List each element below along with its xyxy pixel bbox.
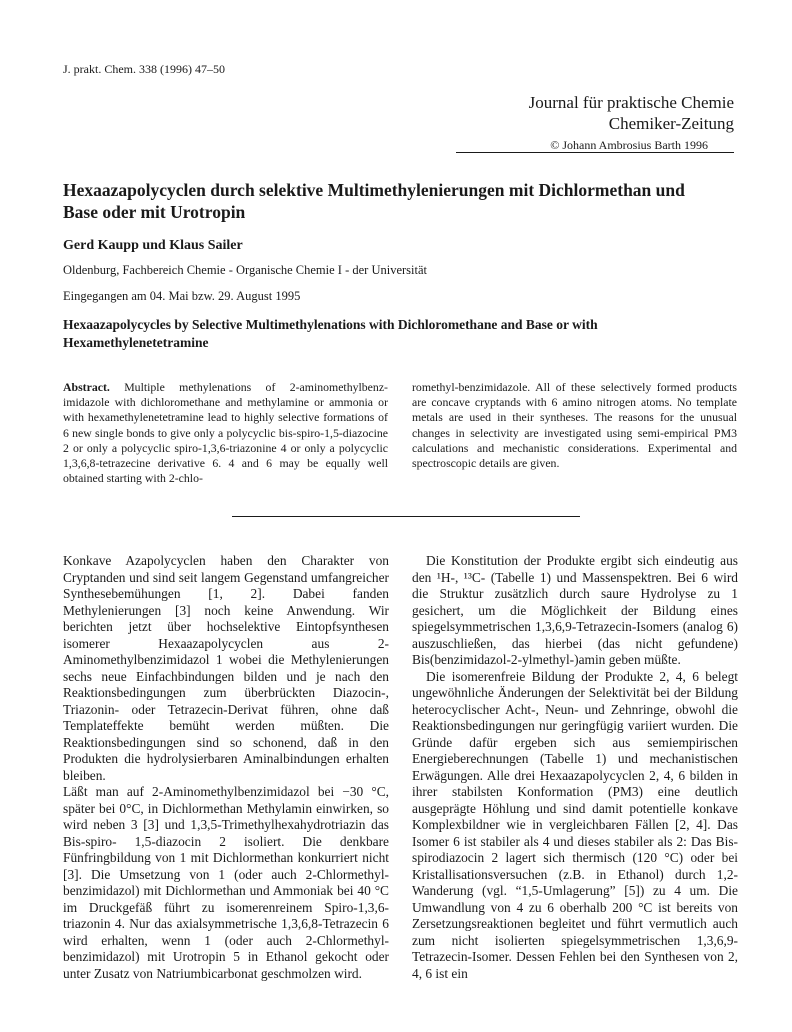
received-date: Eingegangen am 04. Mai bzw. 29. August 1995 bbox=[63, 289, 301, 303]
body-paragraph: Läßt man auf 2-Aminomethylbenzimidazol bei −30 °C, später bei 0°C, in Dichlormethan Methylamin einwirken, so wird neben 3 [3] und 1,3,5-Trimethylhexahydrotriazin das Bis-spiro- 1,5-diazocin 2 isoliert. Die denkbare Fünfringbildung von 1 mit Dichlormethan konkurriert nicht [3]. Die Umsetzung von 1 (oder auch 2-Chlormethyl-benzimidazol) mit Dichlormethan und Ammoniak bei 40 °C im Druckgefäß führt zu isomerenreinem Spiro-1,3,6-triazonin 4. Nur das axialsymmetrische 1,3,6,8-Tetrazecin 6 wird erhalten, wenn 1 (oder auch 2-Chlormethyl-benzimidazol) mit Urotropin 5 in Ethanol gekocht oder unter Zusatz von Natriumbicarbonat geschmolzen wird. bbox=[63, 784, 389, 981]
journal-name: Journal für praktische Chemie bbox=[528, 93, 734, 112]
section-divider bbox=[232, 516, 580, 517]
body-paragraph: Konkave Azapolycyclen haben den Charakter von Cryptanden und sind seit langem Gegenstand umfangreicher Synthesebemühungen [1, 2]. Dabei fanden Methylenierungen [3] noch keine Anwendung. Wir berichten jetzt über hochselektive Eintopfsynthesen isomerer Hexaazapolycyclen aus 2-Aminomethylbenzimidazol 1 wobei die Methylenierungen sechs neue Einfachbindungen bilden und je nach den Reaktionsbedingungen zum überbrückten Diazocin-, Triazonin- oder Tetrazecin-Derivat führen, ohne daß Templateffekte bemüht werden müßten. Die Reaktionsbedingungen sind so schonend, daß in den Produkten die hydrolysierbaren Aminalbindungen erhalten bleiben. bbox=[63, 553, 389, 783]
english-title: Hexaazapolycycles by Selective Multimethylenations with Dichloromethane and Base or with Hexamethylenetetramine bbox=[63, 317, 598, 350]
body-right-column bbox=[412, 553, 738, 982]
author-affiliation: Oldenburg, Fachbereich Chemie - Organische Chemie I - der Universität bbox=[63, 263, 428, 277]
abstract-text-right: romethyl-benzimidazole. All of these selectively formed products are concave cryptands with 6 amino nitrogen atoms. No template metals are used in their syntheses. The reasons for the unusual changes in selectivity are investigated using semi-empirical PM3 calculations and mechanistic considerations. Experimental and spectroscopic details are given. bbox=[412, 380, 737, 471]
article-authors: Gerd Kaupp und Klaus Sailer bbox=[63, 238, 243, 253]
abstract-left-column bbox=[63, 380, 388, 486]
journal-citation: J. prakt. Chem. 338 (1996) 47–50 bbox=[63, 62, 225, 76]
journal-subtitle: Chemiker-Zeitung bbox=[608, 114, 734, 133]
article-title: Hexaazapolycyclen durch selektive Multimethylenierungen mit Dichlormethan und Base oder mit Urotropin bbox=[63, 180, 685, 222]
masthead-divider bbox=[456, 152, 734, 153]
copyright-notice: © Johann Ambrosius Barth 1996 bbox=[550, 138, 708, 152]
journal-masthead bbox=[529, 92, 734, 154]
body-left-column bbox=[63, 553, 389, 982]
body-paragraph: Die Konstitution der Produkte ergibt sich eindeutig aus den ¹H-, ¹³C- (Tabelle 1) und Massenspektren. Bei 6 wird die Struktur zusätzlich durch saure Hydrolyse zu 1 gesichert, um die Möglichkeit der Bildung eines spiegelsymmetrischen 1,3,6,9-Tetrazecin-Isomers (analog 6) auszuschließen, das hierbei (das nicht gefundene) Bis(benzimidazol-2-ylmethyl-)amin geben müßte. bbox=[412, 553, 738, 667]
abstract-right-column bbox=[412, 380, 737, 471]
abstract-label: Abstract. bbox=[63, 380, 110, 394]
abstract-text-left: Multiple methylenations of 2-aminomethylbenz-imidazole with dichloromethane and methylamine or ammonia or with hexamethylenetetramine lead to highly selective formations of 6 new single bonds to give only a polycyclic bis-spiro-1,5-diazocine 2 or only a polycyclic spiro-1,3,6-triazonine 4 or only a polycyclic 1,3,6,8-tetrazecine derivative 6. 4 and 6 may be equally well obtained starting with 2-chlo- bbox=[63, 380, 388, 486]
body-paragraph: Die isomerenfreie Bildung der Produkte 2, 4, 6 belegt ungewöhnliche Änderungen der Selektivität bei der Bildung heterocyclischer Acht-, Neun- und Zehnringe, obwohl die Reaktionsbedingungen nur geringfügig variiert wurden. Die Gründe dafür ergeben sich aus semiempirischen Energieberechnungen (Tabelle 1) und mechanistischen Erwägungen. Alle drei Hexaazapolycyclen 2, 4, 6 bilden in ihrer stabilsten Konformation (PM3) eine deutlich ausgeprägte Höhlung und sind damit potentielle konkave Komplexbildner wie in vergleichbaren Fällen [2, 4]. Das Isomer 6 ist stabiler als 4 und dieses stabiler als 2: Das Bis-spirodiazocin 2 lagert sich thermisch (120 °C) oder bei Kristallisationsversuchen (z.B. in Ethanol) durch 1,2-Wanderung (vgl. “1,5-Umlagerung” [5]) zu 4 um. Die Umwandlung von 4 zu 6 oberhalb 200 °C ist bereits von Zersetzungsreaktionen begleitet und führt vermutlich auch zum nicht isolierten spiegelsymmetrischen 1,3,6,9-Tetrazecin-Isomer. Dessen Fehlen bei den Synthesen von 2, 4, 6 ist ein bbox=[412, 668, 738, 981]
